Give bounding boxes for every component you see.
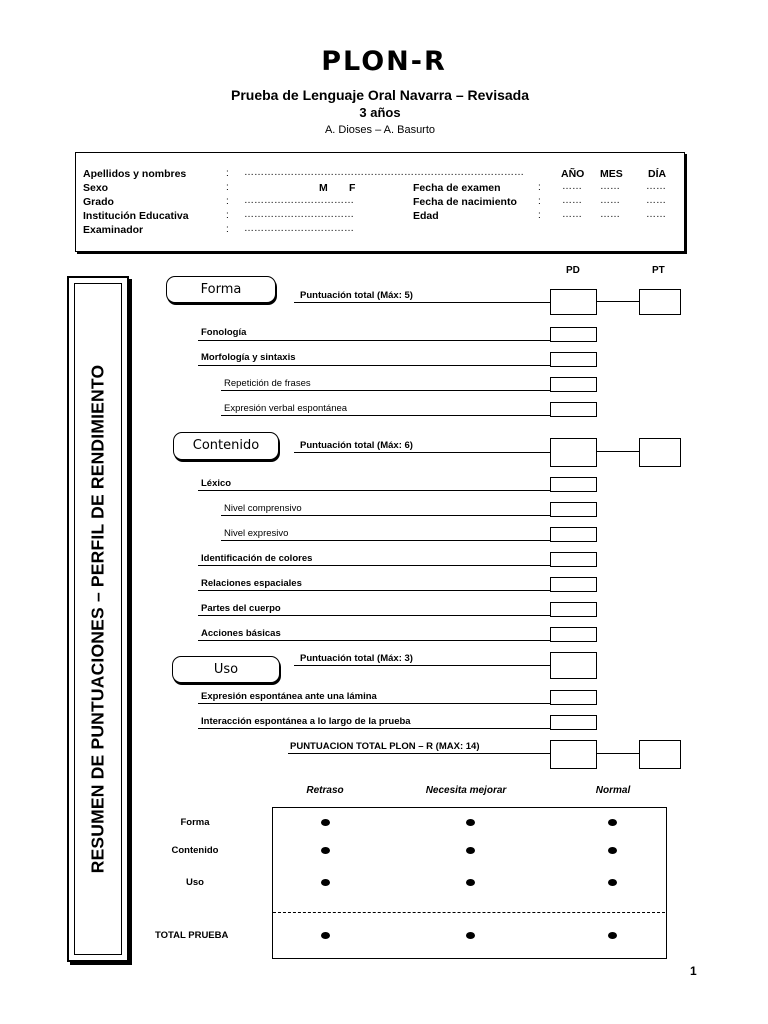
name-field[interactable]: ………………………………………………………………………… (244, 167, 524, 178)
authors: A. Dioses – A. Basurto (324, 124, 436, 136)
header-retraso: Retraso (306, 785, 344, 796)
score-box[interactable] (550, 402, 597, 417)
total-pd-box[interactable] (550, 740, 597, 769)
contenido-pt-box[interactable] (639, 438, 681, 467)
birth-day-field[interactable]: …… (646, 195, 666, 206)
section-forma: Forma (166, 276, 276, 303)
score-box[interactable] (550, 477, 597, 492)
summary-row-label: TOTAL PRUEBA (155, 930, 229, 941)
row-label: Relaciones espaciales (201, 578, 302, 589)
row-line (198, 365, 550, 366)
score-box[interactable] (550, 377, 597, 392)
uso-total-line (294, 665, 551, 666)
examiner-field[interactable]: …………………………… (244, 223, 354, 234)
student-info-box (75, 152, 685, 252)
bullet-uso-necesita-mejorar[interactable] (466, 879, 475, 886)
col-pt: PT (652, 265, 665, 276)
score-box[interactable] (550, 627, 597, 642)
bullet-contenido-retraso[interactable] (321, 847, 330, 854)
score-box[interactable] (550, 715, 597, 730)
age-day-field[interactable]: …… (646, 209, 666, 220)
row-label: Repetición de frases (224, 378, 311, 389)
contenido-pd-box[interactable] (550, 438, 597, 467)
connector (596, 301, 639, 302)
institution-field[interactable]: …………………………… (244, 209, 354, 220)
exam-day-field[interactable]: …… (646, 181, 666, 192)
row-label: Partes del cuerpo (201, 603, 281, 614)
header-normal: Normal (595, 785, 631, 796)
col-year: AÑO (561, 168, 585, 180)
row-line (221, 540, 550, 541)
section-uso: Uso (172, 656, 280, 683)
colon: : (226, 210, 229, 221)
bullet-forma-normal[interactable] (608, 819, 617, 826)
label-sex: Sexo (83, 182, 109, 194)
summary-row-label: Uso (186, 877, 204, 888)
summary-row-label: Contenido (171, 845, 219, 856)
row-line (221, 515, 550, 516)
row-label: Nivel comprensivo (224, 503, 302, 514)
section-contenido: Contenido (173, 432, 279, 460)
row-line (198, 640, 550, 641)
bullet-total-necesita-mejorar[interactable] (466, 932, 475, 939)
colon: : (226, 182, 229, 193)
label-grade: Grado (83, 196, 114, 208)
uso-pd-box[interactable] (550, 652, 597, 679)
row-label: Acciones básicas (201, 628, 281, 639)
colon: : (226, 168, 229, 179)
row-label: Identificación de colores (201, 553, 313, 564)
score-box[interactable] (550, 602, 597, 617)
side-title-box (67, 276, 129, 962)
forma-pd-box[interactable] (550, 289, 597, 315)
col-day: DÍA (648, 168, 667, 180)
row-line (198, 615, 550, 616)
colon: : (538, 196, 541, 207)
summary-row-label: Forma (180, 817, 210, 828)
colon: : (538, 210, 541, 221)
connector (596, 753, 639, 754)
bullet-uso-retraso[interactable] (321, 879, 330, 886)
forma-total-line (294, 302, 551, 303)
summary-divider (273, 912, 665, 913)
grade-field[interactable]: …………………………… (244, 195, 354, 206)
score-box[interactable] (550, 690, 597, 705)
row-line (198, 340, 550, 341)
page-title: PLON-R (321, 46, 447, 77)
bullet-total-retraso[interactable] (321, 932, 330, 939)
bullet-forma-necesita-mejorar[interactable] (466, 819, 475, 826)
grand-total-label: PUNTUACION TOTAL PLON – R (MAX: 14) (290, 741, 480, 752)
exam-year-field[interactable]: …… (562, 181, 582, 192)
age-label: 3 años (359, 105, 401, 120)
col-month: MES (600, 168, 623, 180)
row-line (198, 703, 550, 704)
score-box[interactable] (550, 327, 597, 342)
page-subtitle: Prueba de Lenguaje Oral Navarra – Revisada (230, 87, 530, 103)
colon: : (226, 196, 229, 207)
age-month-field[interactable]: …… (600, 209, 620, 220)
row-label: Interacción espontánea a lo largo de la prueba (201, 716, 411, 727)
row-line (198, 728, 550, 729)
row-line (221, 390, 550, 391)
row-label: Léxico (201, 478, 232, 489)
colon: : (538, 182, 541, 193)
row-line (198, 565, 550, 566)
bullet-contenido-necesita-mejorar[interactable] (466, 847, 475, 854)
score-box[interactable] (550, 502, 597, 517)
connector (596, 451, 639, 452)
row-line (198, 590, 550, 591)
birth-year-field[interactable]: …… (562, 195, 582, 206)
age-year-field[interactable]: …… (562, 209, 582, 220)
row-label: Fonología (201, 327, 247, 338)
row-label: Expresión espontánea ante una lámina (201, 691, 377, 702)
label-name: Apellidos y nombres (83, 168, 187, 180)
total-pt-box[interactable] (639, 740, 681, 769)
row-label: Expresión verbal espontánea (224, 403, 348, 414)
label-examiner: Examinador (83, 224, 144, 236)
forma-pt-box[interactable] (639, 289, 681, 315)
exam-month-field[interactable]: …… (600, 181, 620, 192)
sex-male[interactable]: M (319, 182, 328, 194)
score-box[interactable] (550, 552, 597, 567)
uso-total-label: Puntuación total (Máx: 3) (300, 653, 413, 664)
label-institution: Institución Educativa (83, 210, 189, 222)
row-label: Nivel expresivo (224, 528, 289, 539)
label-age: Edad (413, 210, 439, 222)
row-line (221, 415, 550, 416)
header-necesita-mejorar: Necesita mejorar (425, 785, 507, 796)
score-box[interactable] (550, 352, 597, 367)
colon: : (226, 224, 229, 235)
col-pd: PD (566, 265, 580, 276)
row-line (198, 490, 550, 491)
sex-female[interactable]: F (349, 182, 356, 194)
forma-total-label: Puntuación total (Máx: 5) (300, 290, 413, 301)
contenido-total-line (294, 452, 551, 453)
contenido-total-label: Puntuación total (Máx: 6) (300, 440, 413, 451)
bullet-uso-normal[interactable] (608, 879, 617, 886)
score-box[interactable] (550, 577, 597, 592)
side-title: RESUMEN DE PUNTUACIONES – PERFIL DE RENDIMIENTO (87, 364, 108, 874)
grand-total-line (288, 753, 551, 754)
page-number: 1 (690, 964, 697, 978)
row-label: Morfología y sintaxis (201, 352, 296, 363)
label-birth-date: Fecha de nacimiento (413, 196, 517, 208)
score-box[interactable] (550, 527, 597, 542)
bullet-total-normal[interactable] (608, 932, 617, 939)
label-exam-date: Fecha de examen (413, 182, 501, 194)
bullet-forma-retraso[interactable] (321, 819, 330, 826)
birth-month-field[interactable]: …… (600, 195, 620, 206)
bullet-contenido-normal[interactable] (608, 847, 617, 854)
